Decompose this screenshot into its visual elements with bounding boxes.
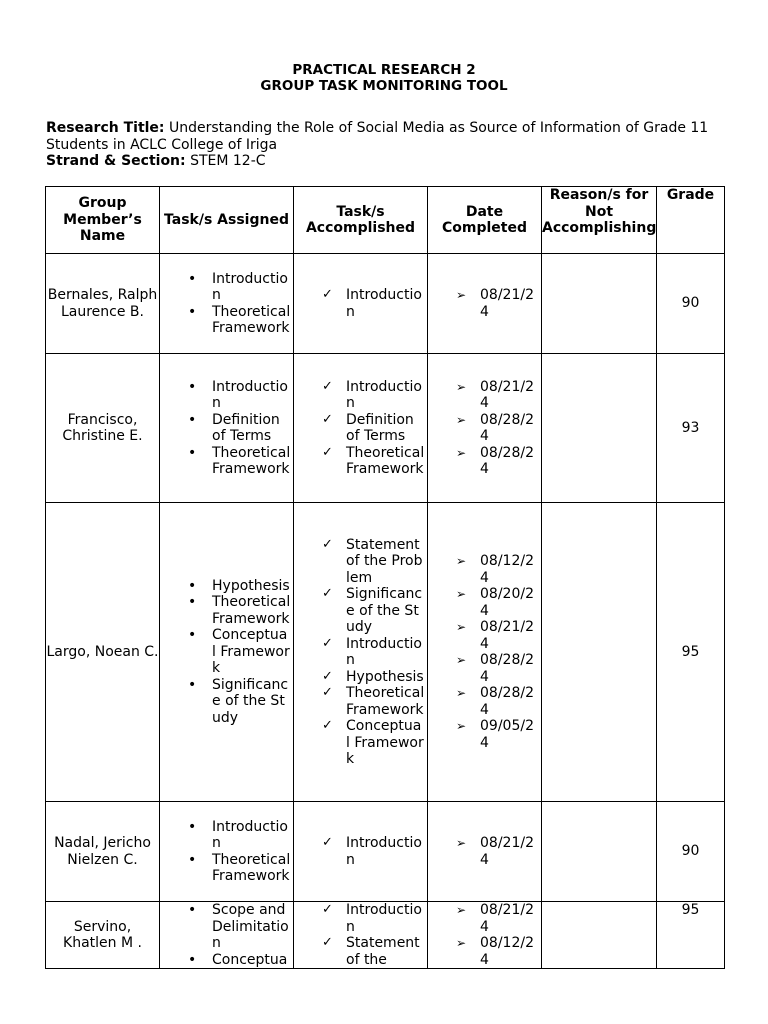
reason-cell: [542, 254, 657, 354]
research-title-line: [46, 120, 736, 153]
dates-list: [428, 287, 541, 320]
accomplished-task-item: ✓ Introduction: [294, 379, 427, 412]
assigned-task-item: • Introduction: [160, 819, 293, 852]
completion-date-item: ➢ 08/28/24: [428, 685, 541, 718]
accomplished-task-item: ✓ Introduction: [294, 835, 427, 868]
assigned-task-item: • Significance of the Study: [160, 677, 293, 727]
assigned-task-item: • Conceptua: [160, 952, 293, 969]
assigned-cell: [160, 503, 294, 802]
table-row: [46, 802, 725, 902]
assigned-task-item: • Introduction: [160, 379, 293, 412]
assigned-task-item: • Theoretical Framework: [160, 852, 293, 885]
dates-cell: [428, 354, 542, 503]
accomplished-list: [294, 287, 427, 320]
assigned-list: [160, 902, 293, 968]
assigned-task-item: • Theoretical Framework: [160, 304, 293, 337]
completion-date-item: ➢ 08/21/24: [428, 619, 541, 652]
member-name: Francisco, Christine E.: [46, 354, 160, 503]
accomplished-list: [294, 902, 427, 968]
accomplished-cell: [294, 503, 428, 802]
accomplished-task-item: ✓ Significance of the Study: [294, 586, 427, 636]
accomplished-list: [294, 835, 427, 868]
task-monitoring-table: [45, 186, 725, 969]
dates-list: [428, 902, 541, 968]
accomplished-list: [294, 537, 427, 768]
dates-cell: [428, 254, 542, 354]
title-line-1: PRACTICAL RESEARCH 2: [292, 62, 476, 78]
accomplished-task-item: ✓ Theoretical Framework: [294, 685, 427, 718]
header-grade: Grade: [657, 187, 725, 254]
accomplished-task-item: ✓ Introduction: [294, 636, 427, 669]
grade-cell: 95: [657, 902, 725, 969]
completion-date-item: ➢ 08/28/24: [428, 412, 541, 445]
assigned-cell: [160, 902, 294, 969]
assigned-task-item: • Scope and Delimitation: [160, 902, 293, 952]
dates-list: [428, 379, 541, 478]
member-name: Nadal, Jericho Nielzen C.: [46, 802, 160, 902]
accomplished-cell: [294, 354, 428, 503]
assigned-list: [160, 819, 293, 885]
completion-date-item: ➢ 08/12/24: [428, 553, 541, 586]
assigned-cell: [160, 802, 294, 902]
completion-date-item: ➢ 08/28/24: [428, 445, 541, 478]
assigned-list: [160, 379, 293, 478]
assigned-task-item: • Conceptual Framework: [160, 627, 293, 677]
assigned-task-item: • Hypothesis: [160, 578, 293, 595]
member-name: Largo, Noean C.: [46, 503, 160, 802]
member-name: Bernales, Ralph Laurence B.: [46, 254, 160, 354]
table-row: [46, 503, 725, 802]
dates-list: [428, 553, 541, 751]
completion-date-item: ➢ 08/21/24: [428, 287, 541, 320]
table-body: [46, 254, 725, 969]
header-assigned: Task/s Assigned: [160, 187, 294, 254]
assigned-task-item: • Theoretical Framework: [160, 594, 293, 627]
dates-cell: [428, 503, 542, 802]
dates-cell: [428, 802, 542, 902]
reason-cell: [542, 802, 657, 902]
completion-date-item: ➢ 08/21/24: [428, 902, 541, 935]
research-title-label: Research Title:: [46, 120, 165, 136]
strand-label: Strand & Section:: [46, 153, 186, 169]
accomplished-task-item: ✓ Statement of the: [294, 935, 427, 968]
accomplished-cell: [294, 902, 428, 969]
table-row: [46, 902, 725, 969]
research-info: [46, 120, 736, 170]
assigned-list: [160, 578, 293, 727]
table-row: [46, 254, 725, 354]
reason-cell: [542, 503, 657, 802]
grade-cell: 90: [657, 802, 725, 902]
title-line-2: GROUP TASK MONITORING TOOL: [260, 78, 508, 94]
grade-cell: 95: [657, 503, 725, 802]
table-header-row: [46, 187, 725, 254]
accomplished-cell: [294, 802, 428, 902]
dates-list: [428, 835, 541, 868]
table-row: [46, 354, 725, 503]
header-reason: Reason/s for Not Accomplishing: [542, 187, 657, 254]
assigned-list: [160, 271, 293, 337]
grade-cell: 93: [657, 354, 725, 503]
grade-cell: 90: [657, 254, 725, 354]
assigned-task-item: • Introduction: [160, 271, 293, 304]
research-title: Understanding the Role of Social Media as Source of Information of Grade 11 Students in ACLC College of Iriga: [46, 120, 709, 153]
header-accomplished: Task/s Accomplished: [294, 187, 428, 254]
accomplished-task-item: ✓ Definition of Terms: [294, 412, 427, 445]
completion-date-item: ➢ 08/28/24: [428, 652, 541, 685]
reason-cell: [542, 902, 657, 969]
completion-date-item: ➢ 09/05/24: [428, 718, 541, 751]
header-name: Group Member’s Name: [46, 187, 160, 254]
strand-value: STEM 12-C: [190, 153, 266, 169]
accomplished-task-item: ✓ Conceptual Framework: [294, 718, 427, 768]
strand-line: [46, 153, 736, 170]
accomplished-cell: [294, 254, 428, 354]
assigned-cell: [160, 354, 294, 503]
assigned-cell: [160, 254, 294, 354]
accomplished-task-item: ✓ Introduction: [294, 902, 427, 935]
dates-cell: [428, 902, 542, 969]
accomplished-task-item: ✓ Statement of the Problem: [294, 537, 427, 587]
assigned-task-item: • Definition of Terms: [160, 412, 293, 445]
assigned-task-item: • Theoretical Framework: [160, 445, 293, 478]
document-title: [0, 62, 768, 94]
accomplished-list: [294, 379, 427, 478]
member-name: Servino, Khatlen M .: [46, 902, 160, 969]
reason-cell: [542, 354, 657, 503]
accomplished-task-item: ✓ Introduction: [294, 287, 427, 320]
completion-date-item: ➢ 08/21/24: [428, 835, 541, 868]
completion-date-item: ➢ 08/21/24: [428, 379, 541, 412]
header-date: Date Completed: [428, 187, 542, 254]
completion-date-item: ➢ 08/12/24: [428, 935, 541, 968]
completion-date-item: ➢ 08/20/24: [428, 586, 541, 619]
accomplished-task-item: ✓ Hypothesis: [294, 669, 427, 686]
accomplished-task-item: ✓ Theoretical Framework: [294, 445, 427, 478]
